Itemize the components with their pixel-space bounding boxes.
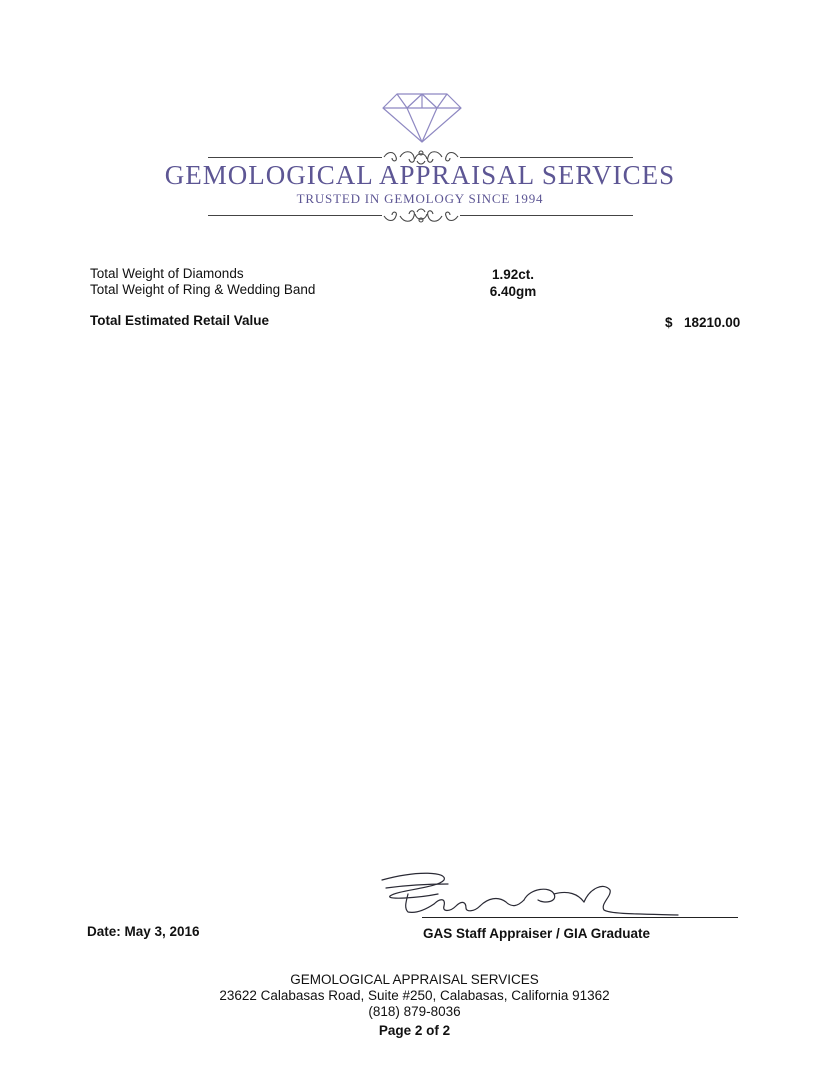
footer-address: 23622 Calabasas Road, Suite #250, Calabasas, California 91362 bbox=[219, 988, 610, 1003]
header-rule-bottom-right bbox=[460, 215, 633, 216]
total-retail-value-label: Total Estimated Retail Value bbox=[90, 313, 270, 328]
header-rule-top-right bbox=[460, 157, 633, 158]
appraiser-signature bbox=[378, 868, 688, 920]
appraisal-date: Date: May 3, 2016 bbox=[87, 924, 200, 939]
total-weight-ring-label: Total Weight of Ring & Wedding Band bbox=[90, 282, 316, 297]
header-rule-top-left bbox=[208, 157, 382, 158]
total-retail-value-amount: 18210.00 bbox=[684, 315, 741, 330]
signature-line bbox=[422, 917, 738, 918]
page-number: Page 2 of 2 bbox=[378, 1023, 451, 1038]
appraiser-title: GAS Staff Appraiser / GIA Graduate bbox=[423, 926, 651, 941]
total-weight-diamonds-value: 1.92ct. bbox=[491, 267, 535, 282]
header-rule-bottom-left bbox=[208, 215, 382, 216]
total-retail-value-currency: $ bbox=[665, 315, 673, 330]
footer-phone: (818) 879-8036 bbox=[368, 1004, 461, 1019]
total-weight-diamonds-label: Total Weight of Diamonds bbox=[90, 266, 244, 281]
total-weight-ring-value: 6.40gm bbox=[489, 284, 537, 299]
flourish-ornament-bottom bbox=[382, 206, 460, 226]
diamond-icon bbox=[381, 92, 463, 144]
company-title: GEMOLOGICAL APPRAISAL SERVICES bbox=[164, 160, 676, 190]
footer-company-name: GEMOLOGICAL APPRAISAL SERVICES bbox=[290, 972, 539, 987]
company-tagline: TRUSTED IN GEMOLOGY SINCE 1994 bbox=[296, 191, 544, 206]
